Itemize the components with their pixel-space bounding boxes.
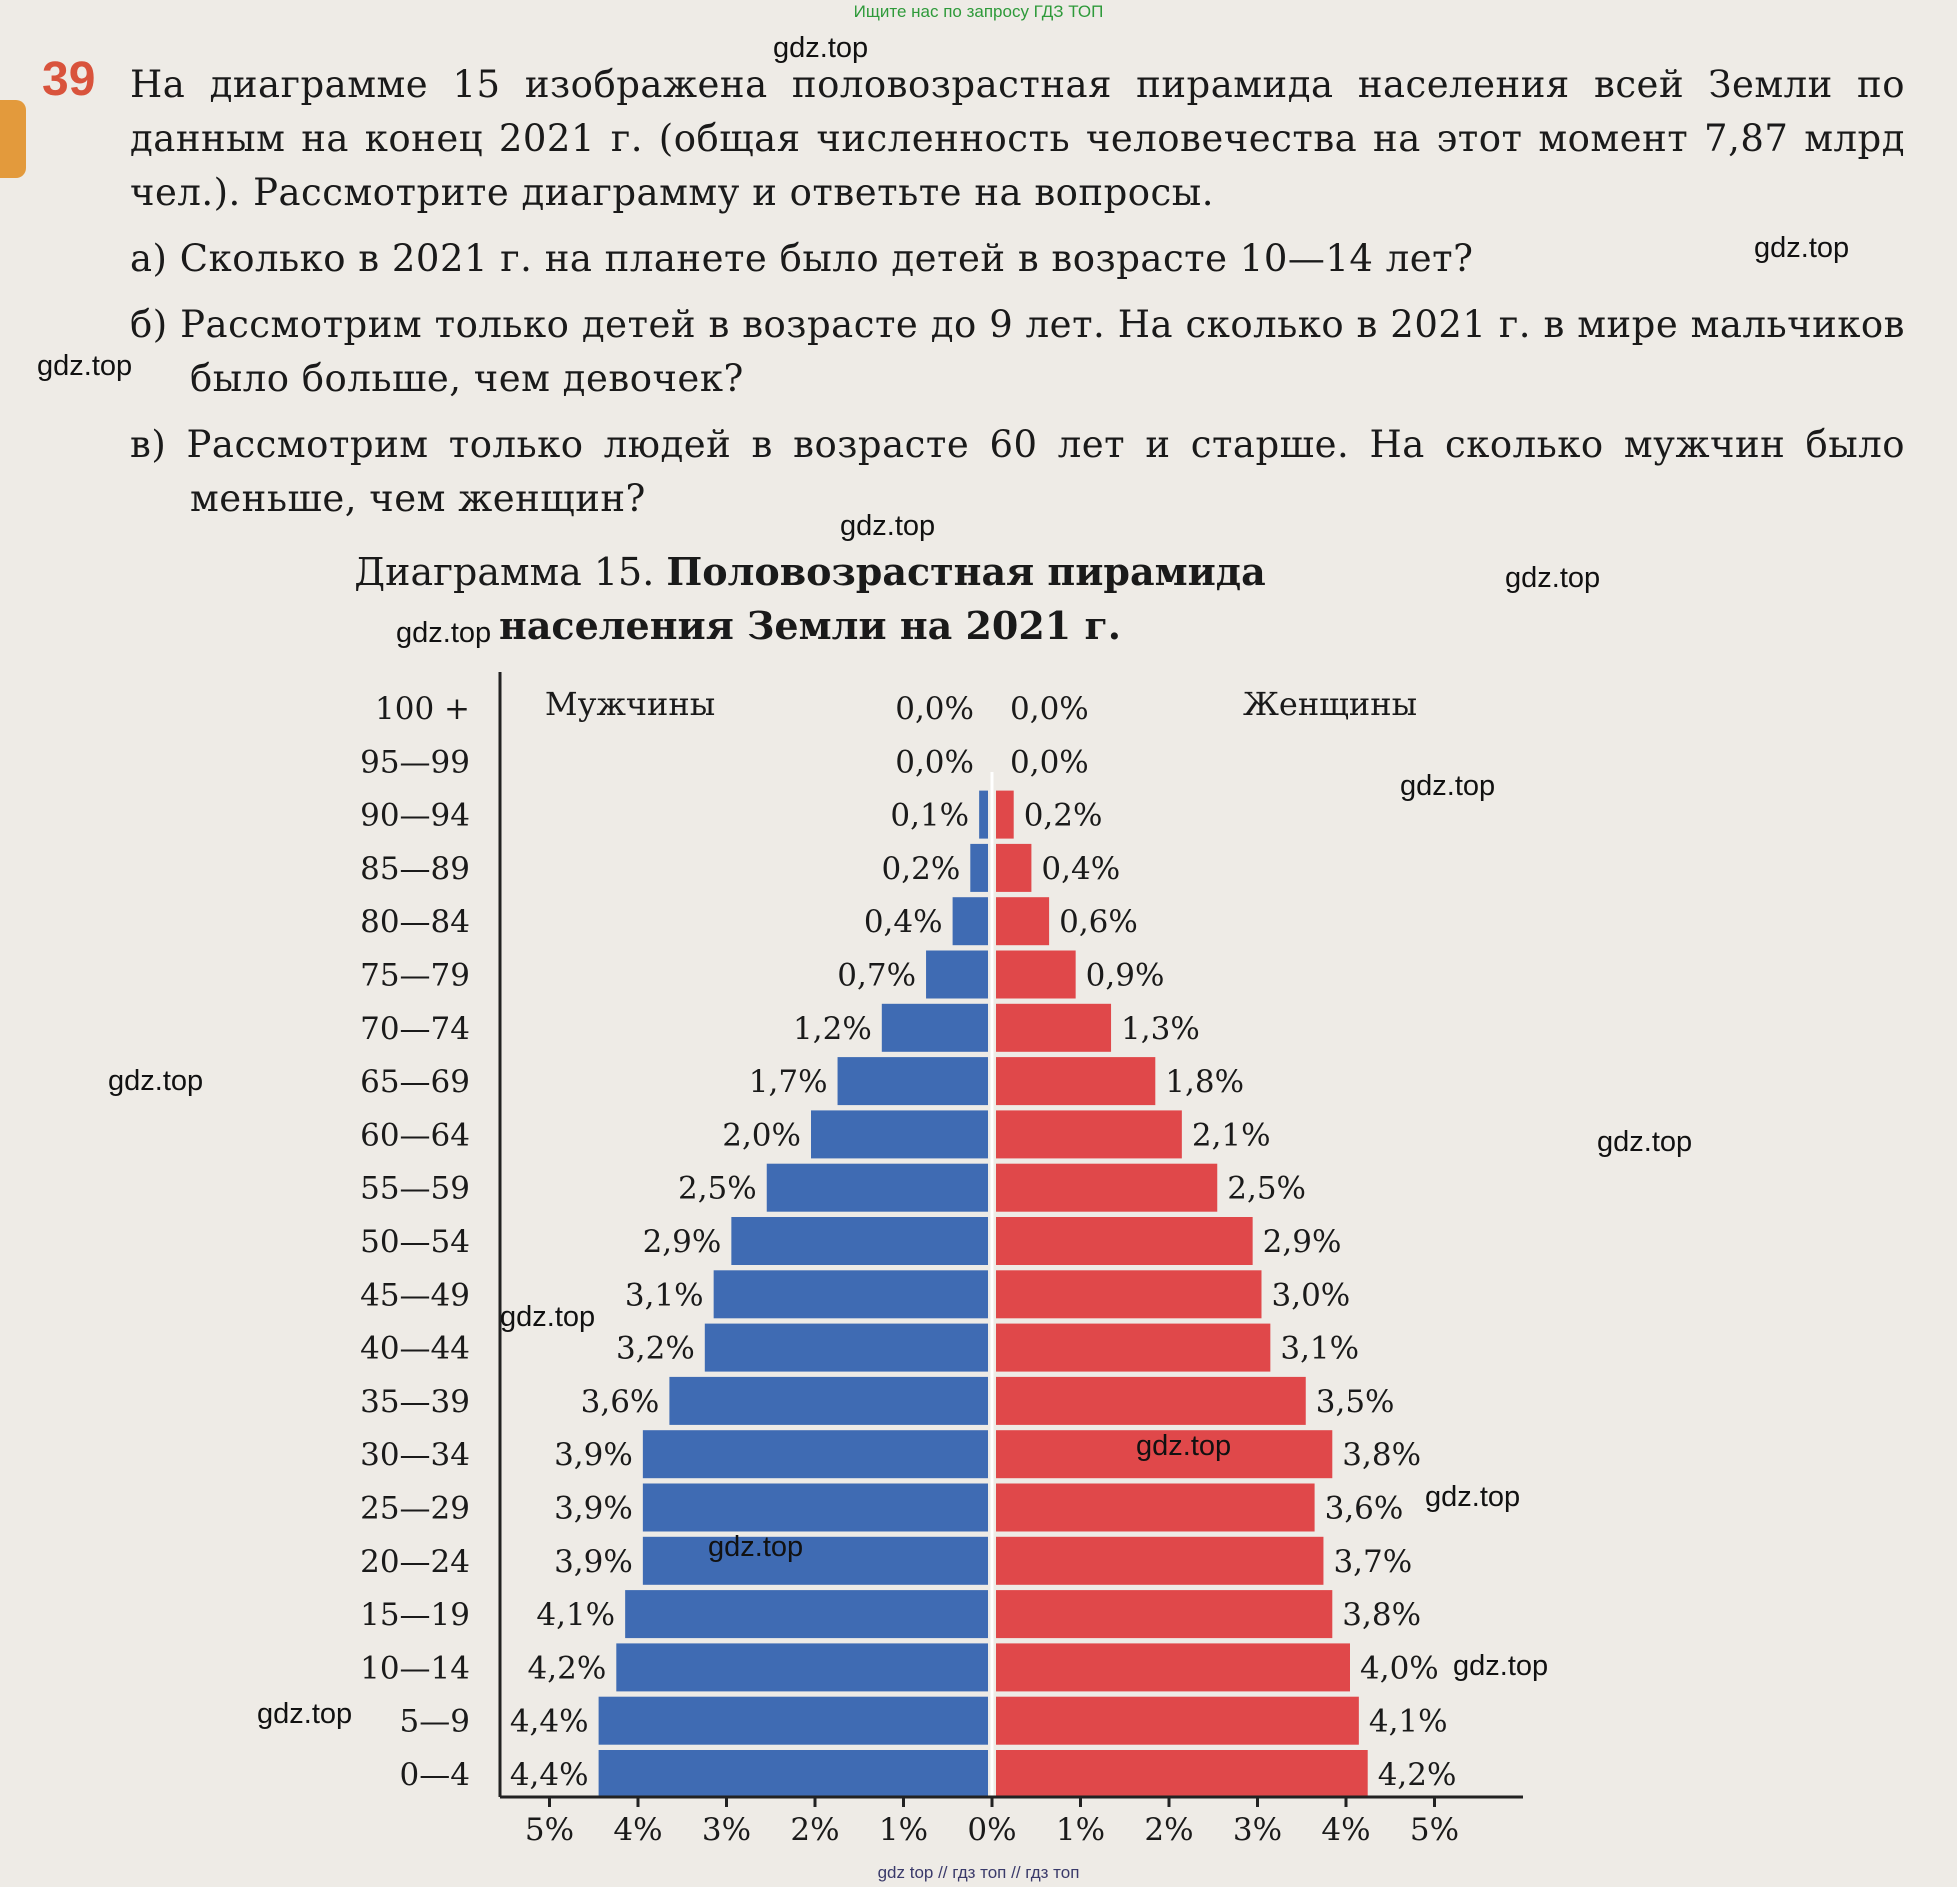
watermark: gdz.top bbox=[37, 350, 133, 382]
male-value-label: 0,7% bbox=[837, 957, 917, 994]
female-value-label: 0,0% bbox=[1010, 691, 1089, 727]
bar-female bbox=[996, 1217, 1253, 1265]
female-value-label: 3,5% bbox=[1315, 1383, 1395, 1420]
bar-male bbox=[882, 1004, 988, 1052]
bar-female bbox=[996, 1057, 1155, 1105]
female-value-label: 0,2% bbox=[1023, 797, 1103, 834]
bar-female bbox=[996, 844, 1031, 892]
female-value-label: 3,1% bbox=[1280, 1330, 1360, 1367]
watermark: gdz.top bbox=[773, 32, 869, 64]
age-group-label: 30—34 bbox=[360, 1437, 470, 1474]
bar-male bbox=[714, 1270, 988, 1318]
age-group-label: 40—44 bbox=[360, 1330, 470, 1367]
task-number: 39 bbox=[42, 53, 96, 106]
female-value-label: 3,7% bbox=[1333, 1543, 1413, 1580]
watermark: gdz.top bbox=[1597, 1126, 1693, 1158]
bar-male bbox=[705, 1324, 988, 1372]
female-value-label: 0,9% bbox=[1085, 957, 1165, 994]
male-value-label: 3,1% bbox=[624, 1277, 704, 1314]
male-value-label: 0,0% bbox=[895, 691, 974, 727]
bar-female bbox=[996, 1270, 1262, 1318]
chart-title-number: Диаграмма 15. bbox=[354, 550, 655, 594]
bar-male bbox=[979, 791, 988, 839]
female-value-label: 2,1% bbox=[1191, 1117, 1271, 1154]
watermark: gdz.top bbox=[708, 1531, 804, 1563]
x-tick-label: 0% bbox=[967, 1812, 1017, 1848]
age-group-label: 65—69 bbox=[360, 1064, 470, 1101]
bar-female bbox=[996, 1004, 1111, 1052]
bar-male bbox=[643, 1430, 988, 1478]
watermark: gdz.top bbox=[1136, 1430, 1232, 1462]
x-tick-label: 5% bbox=[1409, 1812, 1460, 1848]
male-value-label: 2,0% bbox=[722, 1117, 801, 1154]
age-group-label: 10—14 bbox=[360, 1650, 470, 1687]
female-value-label: 3,8% bbox=[1342, 1437, 1422, 1474]
male-value-label: 0,0% bbox=[895, 744, 974, 781]
bar-female bbox=[996, 897, 1049, 945]
bar-female bbox=[996, 1484, 1315, 1532]
bar-male bbox=[811, 1110, 988, 1158]
age-group-label: 85—89 bbox=[360, 850, 470, 887]
age-group-label: 95—99 bbox=[360, 744, 470, 781]
male-value-label: 3,9% bbox=[554, 1437, 633, 1474]
top-banner[interactable]: Ищите нас по запросу ГДЗ ТОП bbox=[853, 2, 1104, 21]
female-value-label: 0,4% bbox=[1041, 850, 1121, 887]
male-value-label: 0,4% bbox=[863, 904, 943, 941]
watermark: gdz.top bbox=[1505, 562, 1601, 594]
age-group-label: 50—54 bbox=[360, 1224, 470, 1260]
chart-title-line2: населения Земли на 2021 г. bbox=[499, 603, 1121, 648]
bar-female bbox=[996, 1110, 1182, 1158]
question-a: а) Сколько в 2021 г. на планете было детей в возрасте 10—14 лет? bbox=[130, 237, 1474, 280]
male-value-label: 3,9% bbox=[554, 1543, 633, 1580]
x-tick-label: 3% bbox=[701, 1812, 752, 1848]
bar-male bbox=[767, 1164, 988, 1212]
question-b: б) Рассмотрим только детей в возрасте до 9 лет. На сколько в 2021 г. в мире мальчиков было больше, чем девочек? bbox=[130, 303, 1905, 400]
age-group-label: 70—74 bbox=[360, 1010, 470, 1047]
watermark: gdz.top bbox=[1453, 1650, 1549, 1682]
bar-female bbox=[996, 1750, 1368, 1798]
male-value-label: 4,1% bbox=[536, 1597, 616, 1634]
male-value-label: 2,9% bbox=[642, 1224, 722, 1260]
bar-male bbox=[625, 1590, 988, 1638]
female-value-label: 2,5% bbox=[1227, 1170, 1307, 1207]
age-group-label: 60—64 bbox=[360, 1117, 470, 1154]
age-group-label: 25—29 bbox=[360, 1490, 470, 1527]
female-value-label: 2,9% bbox=[1262, 1224, 1342, 1260]
female-value-label: 3,8% bbox=[1342, 1597, 1422, 1634]
x-tick-label: 1% bbox=[878, 1812, 929, 1848]
x-tick-label: 2% bbox=[1144, 1812, 1194, 1848]
male-value-label: 0,2% bbox=[881, 850, 961, 887]
female-value-label: 1,3% bbox=[1121, 1010, 1200, 1047]
age-group-label: 20—24 bbox=[360, 1543, 470, 1580]
bar-male bbox=[669, 1377, 988, 1425]
watermark: gdz.top bbox=[1425, 1481, 1521, 1513]
female-value-label: 4,0% bbox=[1360, 1650, 1439, 1687]
bar-male bbox=[643, 1484, 988, 1532]
bar-female bbox=[996, 1697, 1359, 1745]
age-group-label: 45—49 bbox=[360, 1277, 470, 1314]
watermark: gdz.top bbox=[1754, 232, 1850, 264]
age-group-label: 75—79 bbox=[360, 957, 470, 994]
female-value-label: 4,2% bbox=[1377, 1757, 1457, 1793]
legend-male: Мужчины bbox=[544, 685, 716, 723]
age-group-label: 15—19 bbox=[360, 1597, 470, 1634]
age-group-label: 55—59 bbox=[360, 1170, 470, 1207]
watermark: gdz.top bbox=[108, 1065, 204, 1097]
bar-female bbox=[996, 1643, 1350, 1691]
female-value-label: 3,6% bbox=[1324, 1490, 1404, 1527]
x-tick-label: 2% bbox=[790, 1812, 840, 1848]
x-tick-label: 3% bbox=[1232, 1812, 1283, 1848]
bar-male bbox=[838, 1057, 988, 1105]
bar-male bbox=[643, 1537, 988, 1585]
bar-male bbox=[731, 1217, 988, 1265]
x-tick-label: 1% bbox=[1055, 1812, 1106, 1848]
bar-male bbox=[953, 897, 988, 945]
female-value-label: 4,1% bbox=[1368, 1703, 1448, 1740]
watermark: gdz.top bbox=[840, 510, 936, 542]
age-group-label: 0—4 bbox=[399, 1757, 470, 1793]
bar-female bbox=[996, 791, 1014, 839]
male-value-label: 1,2% bbox=[793, 1010, 872, 1047]
bar-female bbox=[996, 951, 1076, 999]
x-tick-label: 5% bbox=[524, 1812, 575, 1848]
watermark: gdz.top bbox=[396, 617, 492, 649]
chart-title-line1: Половозрастная пирамида bbox=[666, 549, 1266, 594]
task-intro: На диаграмме 15 изображена половозрастная пирамида населения всей Земли по данным на конец 2021 г. (общая численность человечества на этот момент 7,87 млрд чел.). Рассмотрите диаграмму и ответьте на вопросы. bbox=[130, 63, 1905, 214]
age-group-label: 35—39 bbox=[360, 1383, 470, 1420]
age-group-label: 90—94 bbox=[360, 797, 470, 834]
male-value-label: 4,2% bbox=[527, 1650, 607, 1687]
x-tick-label: 4% bbox=[1321, 1812, 1371, 1848]
bar-female bbox=[996, 1164, 1217, 1212]
male-value-label: 3,9% bbox=[554, 1490, 633, 1527]
male-value-label: 4,4% bbox=[509, 1703, 589, 1740]
bar-male bbox=[926, 951, 988, 999]
age-group-label: 80—84 bbox=[360, 904, 470, 941]
bar-female bbox=[996, 1377, 1306, 1425]
bar-male bbox=[970, 844, 988, 892]
x-tick-label: 4% bbox=[613, 1812, 663, 1848]
watermark: gdz.top bbox=[1400, 770, 1496, 802]
bar-male bbox=[599, 1750, 988, 1798]
female-value-label: 1,8% bbox=[1165, 1064, 1245, 1101]
female-value-label: 0,0% bbox=[1010, 744, 1089, 781]
bottom-banner[interactable]: gdz top // гдз топ // гдз топ bbox=[877, 1863, 1080, 1882]
male-value-label: 3,2% bbox=[616, 1330, 695, 1367]
bar-female bbox=[996, 1537, 1323, 1585]
question-c: в) Рассмотрим только людей в возрасте 60 лет и старше. На сколько мужчин было меньше, чем женщин? bbox=[130, 423, 1905, 520]
female-value-label: 3,0% bbox=[1271, 1277, 1351, 1314]
age-group-label: 5—9 bbox=[399, 1703, 470, 1740]
male-value-label: 3,6% bbox=[580, 1383, 660, 1420]
bar-female bbox=[996, 1324, 1270, 1372]
male-value-label: 0,1% bbox=[890, 797, 970, 834]
age-group-label: 100 + bbox=[375, 691, 470, 727]
bar-female bbox=[996, 1590, 1332, 1638]
watermark: gdz.top bbox=[257, 1698, 353, 1730]
male-value-label: 1,7% bbox=[748, 1064, 828, 1101]
male-value-label: 2,5% bbox=[677, 1170, 757, 1207]
male-value-label: 4,4% bbox=[509, 1757, 589, 1793]
bar-male bbox=[616, 1643, 988, 1691]
bar-male bbox=[599, 1697, 988, 1745]
female-value-label: 0,6% bbox=[1059, 904, 1138, 941]
watermark: gdz.top bbox=[500, 1301, 596, 1333]
legend-female: Женщины bbox=[1242, 685, 1418, 723]
